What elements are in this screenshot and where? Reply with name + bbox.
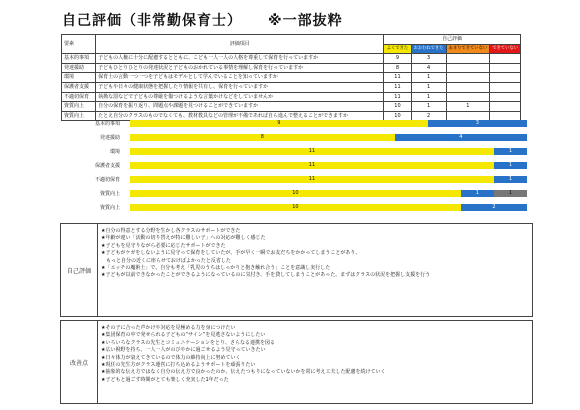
bar-value-label: 1 bbox=[508, 190, 513, 196]
text-line: ★広い視野を持ち、一人一人がのびやかに過ごせるよう見守っていきたい bbox=[101, 347, 266, 354]
self-eval-lines bbox=[101, 228, 528, 280]
table-row bbox=[62, 73, 521, 83]
table-row bbox=[62, 54, 521, 64]
bar-value-label: 10 bbox=[292, 190, 299, 196]
bar-track bbox=[130, 204, 527, 211]
row-score: 1 bbox=[411, 82, 446, 92]
bar-value-label: 11 bbox=[308, 148, 316, 154]
row-content: 子どもや日々の健康状態を把握したり情報を共有し、保育を行っていますか bbox=[96, 82, 384, 92]
chart-row bbox=[60, 160, 530, 171]
level-0: よくできた bbox=[384, 44, 411, 54]
bar-segment bbox=[130, 134, 395, 141]
row-score bbox=[490, 82, 521, 92]
bar-segment bbox=[395, 134, 527, 141]
chart-row bbox=[60, 188, 530, 199]
text-line: ★子どもが以前できなかったことができるようになっているのに気付き、手を貸してしまうことがあった。まずはクラスの状況を把握し支援を行う bbox=[101, 272, 431, 279]
row-score: 2 bbox=[411, 111, 446, 121]
header-item: 要素 bbox=[62, 35, 96, 54]
row-score bbox=[490, 92, 521, 102]
row-item: 資質向上 bbox=[62, 102, 96, 112]
row-score: 10 bbox=[384, 102, 411, 112]
text-line: ★自分の得意とする分野を生かし各クラスのサポートができた bbox=[101, 228, 241, 234]
chart-row bbox=[60, 202, 530, 213]
row-score: 11 bbox=[384, 82, 411, 92]
bar-value-label: 10 bbox=[292, 204, 299, 210]
chart-row bbox=[60, 174, 530, 185]
bar-value-label: 8 bbox=[260, 134, 264, 140]
row-item: 資質向上 bbox=[62, 111, 96, 121]
row-score bbox=[490, 54, 521, 64]
chart-row bbox=[60, 118, 530, 129]
chart-row bbox=[60, 132, 530, 143]
category-label: 基本的事項 bbox=[94, 121, 120, 127]
text-line: ★子どもと過ごす時間がとても楽しく充実した1年だった bbox=[101, 376, 229, 383]
row-content: 子どもひとりひとりの発達状況と子どものおかれている事情を理解し保育を行っていますか bbox=[96, 63, 384, 73]
row-score: 11 bbox=[384, 73, 411, 83]
bar-value-label: 2 bbox=[492, 204, 496, 210]
row-score bbox=[446, 54, 490, 64]
bar-track bbox=[130, 120, 527, 127]
category-label: 資質向上 bbox=[99, 191, 120, 197]
bar-segment bbox=[130, 162, 494, 169]
text-line: ★日々体力が衰えてきているので体力の維持向上に努めていく bbox=[101, 354, 241, 361]
improve-lines bbox=[101, 325, 528, 384]
bar-value-label: 4 bbox=[459, 134, 463, 140]
table-row bbox=[62, 102, 521, 112]
row-score: 1 bbox=[411, 92, 446, 102]
bar-value-label: 1 bbox=[475, 190, 479, 196]
text-line: もっと自分の近くに座らせておけばよかったと反省した bbox=[101, 257, 231, 264]
row-content: たとえ自分のクラスのものでなくても、教材教具などの管理が不備であれば自ら進んで整えることができますか bbox=[96, 111, 384, 121]
bar-value-label: 1 bbox=[508, 148, 513, 154]
bar-segment bbox=[130, 190, 461, 197]
bar-segment bbox=[428, 120, 527, 127]
bar-segment bbox=[494, 176, 527, 183]
row-score bbox=[446, 73, 490, 83]
row-item: 発達援助 bbox=[62, 63, 96, 73]
bar-value-label: 3 bbox=[475, 120, 479, 126]
bar-segment bbox=[130, 204, 461, 211]
text-line: ★「エッチの魔術士」で、自分も考え「乳児のうちはしっかりと抱き触れ合う」ことを意識し実行した bbox=[101, 265, 331, 272]
table-row bbox=[62, 63, 521, 73]
evaluation-table-body bbox=[62, 54, 521, 121]
text-line: ★その子に合った声かけや対応を見極める力を身につけたい bbox=[101, 325, 236, 331]
self-eval-label: 自己評価 bbox=[61, 224, 98, 316]
bar-value-label: 1 bbox=[508, 176, 513, 182]
improve-section bbox=[60, 320, 533, 404]
table-row bbox=[62, 92, 521, 102]
bar-segment bbox=[461, 190, 494, 197]
bar-segment bbox=[130, 176, 494, 183]
row-content: 保育士の言動一つ一つを子どもはモデルとして学んでいることを知っていますか bbox=[96, 73, 384, 83]
level-3: できていない bbox=[490, 44, 521, 54]
category-label: 保護者支援 bbox=[94, 163, 120, 169]
bar-track bbox=[130, 176, 527, 183]
chart-row bbox=[60, 146, 530, 157]
bar-track bbox=[130, 134, 527, 141]
row-score bbox=[446, 82, 490, 92]
title-sub: ※一部抜粋 bbox=[268, 13, 343, 29]
bar-value-label: 9 bbox=[277, 120, 281, 126]
row-content: 執拗な罰などで子どもの尊厳を傷つけるような言葉かけなどをしていませんか bbox=[96, 92, 384, 102]
row-content: 子どもの人権に十分に配慮するとともに、こども一人一人の人格を尊重して保育を行っていますか bbox=[96, 54, 384, 64]
row-score: 4 bbox=[411, 63, 446, 73]
row-score: 3 bbox=[411, 54, 446, 64]
text-line: ★子どもがケガをしないように見守って保育をしていたが、手が早く一瞬でお友だちをかかってしまうことがあり、 bbox=[101, 250, 361, 257]
text-line: ★子どもを見守りながら必要に応じたサポートができた bbox=[101, 242, 226, 249]
page-title bbox=[62, 10, 343, 30]
row-score bbox=[490, 102, 521, 112]
stacked-bar-chart bbox=[60, 118, 530, 218]
bar-track bbox=[130, 148, 527, 155]
text-line: ★現任の先生方がクラス運営に打ち込めるようサポートを頑張りたい bbox=[101, 362, 256, 369]
text-line: ★集団保育の中で発せられる子どもの“サイン”を見逃さないようにしたい bbox=[101, 332, 266, 339]
row-score: 11 bbox=[384, 92, 411, 102]
level-1: おおむねできた bbox=[411, 44, 446, 54]
bar-track bbox=[130, 162, 527, 169]
bar-segment bbox=[130, 120, 428, 127]
category-label: 不適切保育 bbox=[94, 177, 120, 183]
text-line: ★抽象的な伝え方ではなく自分の伝え方で良かったのか、伝えたつもりになっていないかを常に考え工夫した配慮を続けていく bbox=[101, 369, 386, 376]
bar-segment bbox=[130, 148, 494, 155]
improve-label: 改善点 bbox=[61, 321, 98, 403]
row-score: 9 bbox=[384, 54, 411, 64]
bar-segment bbox=[494, 190, 527, 197]
header-eval: 自己評価 bbox=[384, 35, 521, 45]
header-content: 評価項目 bbox=[96, 35, 384, 54]
self-eval-section bbox=[60, 223, 533, 317]
category-label: 環境 bbox=[109, 149, 120, 155]
row-score bbox=[490, 63, 521, 73]
category-label: 資質向上 bbox=[99, 205, 120, 211]
bar-segment bbox=[494, 162, 527, 169]
bar-segment bbox=[461, 204, 527, 211]
row-content: 自分の保育を振り返り、問題点や課題を見つけることができていますか bbox=[96, 102, 384, 112]
row-item: 不適切保育 bbox=[62, 92, 96, 102]
row-score: 10 bbox=[384, 111, 411, 121]
bar-value-label: 1 bbox=[508, 162, 513, 168]
row-score: 1 bbox=[411, 73, 446, 83]
evaluation-table bbox=[61, 34, 521, 121]
row-item: 保護者支援 bbox=[62, 82, 96, 92]
bar-track bbox=[130, 190, 527, 197]
text-line: ★年齢が違い「活動の切り替えが特に難しい子」への対応が難しく感じた bbox=[101, 235, 266, 242]
row-score: 1 bbox=[411, 102, 446, 112]
bar-value-label: 11 bbox=[308, 176, 316, 182]
row-item: 基本的事項 bbox=[62, 54, 96, 64]
category-label: 発達援助 bbox=[99, 135, 120, 141]
bar-value-label: 11 bbox=[308, 162, 316, 168]
row-score: 8 bbox=[384, 63, 411, 73]
bar-segment bbox=[494, 148, 527, 155]
row-item: 環境 bbox=[62, 73, 96, 83]
title-main: 自己評価（非常勤保育士） bbox=[62, 13, 242, 29]
row-score bbox=[490, 73, 521, 83]
row-score bbox=[446, 63, 490, 73]
row-score: 1 bbox=[446, 102, 490, 112]
row-score bbox=[446, 92, 490, 102]
text-line: ★いろいろなクラスの先生とコミュニケーションをとり、さらなる連携を図る bbox=[101, 339, 276, 346]
level-2: あまりできていない bbox=[446, 44, 490, 54]
table-row bbox=[62, 82, 521, 92]
